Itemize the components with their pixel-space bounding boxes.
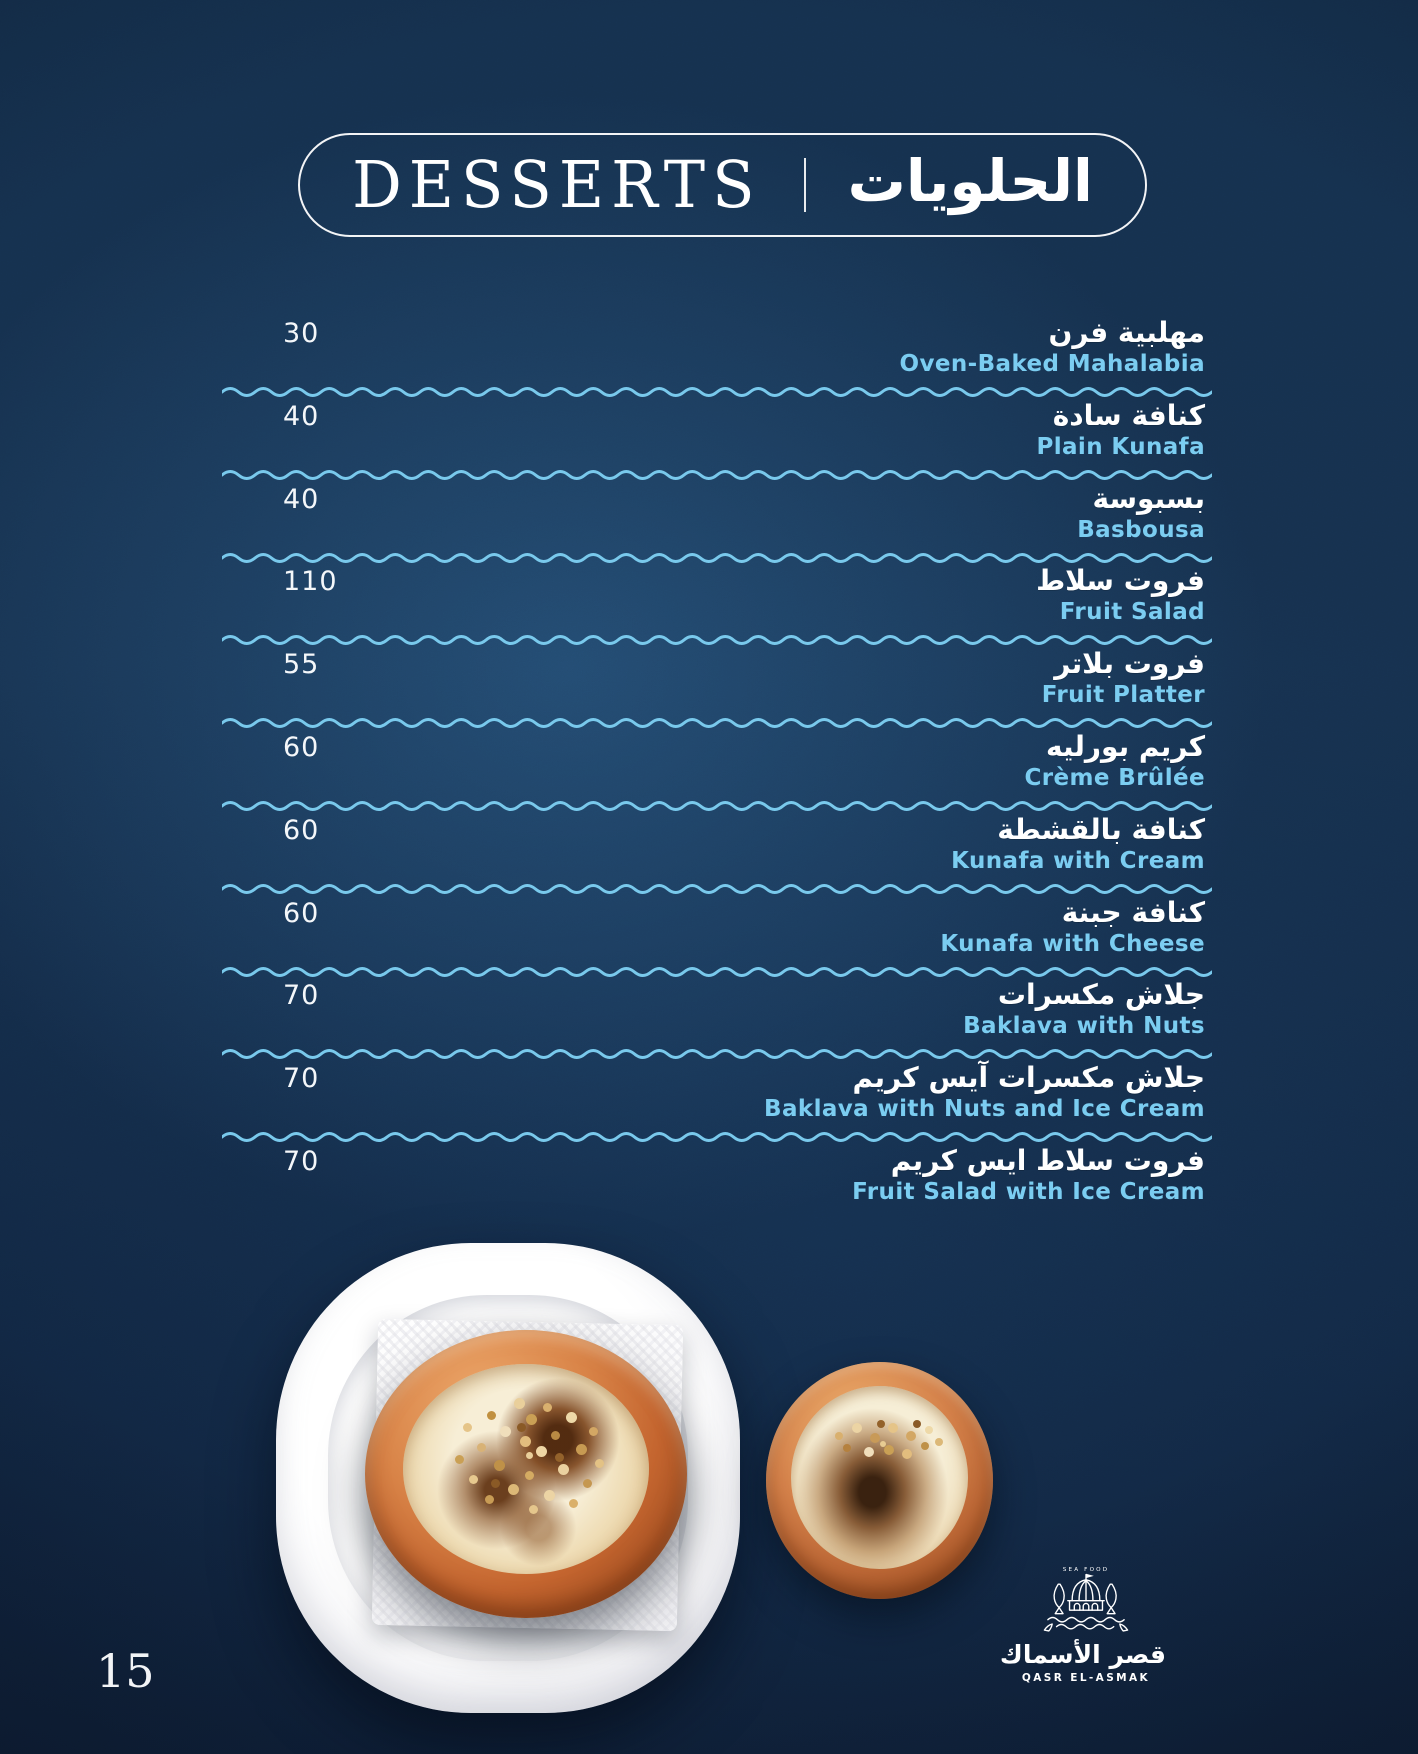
menu-item [0,1063,1418,1145]
wave-divider [222,632,1212,648]
wave-divider [222,1129,1212,1145]
menu-item [0,318,1418,400]
item-name-english: Basbousa [1077,516,1205,543]
brand-name-english: QASR EL-ASMAK [1021,1671,1151,1684]
menu-item [0,1146,1418,1228]
wave-divider [222,1046,1212,1062]
menu-item [0,649,1418,731]
item-name-english: Crème Brûlée [1024,765,1205,791]
nut-crumbs [880,1441,886,1447]
item-name-english: Fruit Platter [1041,682,1205,709]
item-name-arabic: كنافة سادة [1052,398,1205,432]
wave-divider [222,964,1212,980]
item-name-arabic: كريم بورليه [1045,730,1205,763]
section-title-arabic: الحلويات [847,147,1093,215]
item-name-arabic: فروت سلاط [1036,564,1205,598]
item-name-english: Plain Kunafa [1036,433,1205,460]
item-name-english: Kunafa with Cheese [940,930,1205,957]
mahalabia-bowl-small-photo [766,1362,993,1599]
item-name-arabic: جلاش مكسرات آيس كريم [852,1061,1205,1095]
item-name-arabic: بسبوسة [1092,481,1205,515]
item-name-arabic: جلاش مكسرات [997,978,1205,1012]
item-price: 60 [283,814,320,846]
menu-item [0,481,1418,566]
item-name-english: Baklava with Nuts [963,1013,1205,1040]
wave-divider [222,550,1212,566]
item-name-arabic: كنافة بالقشطة [997,812,1205,846]
brand-name-arabic: قصر الأسماك [999,1640,1166,1669]
nut-crumbs [526,1452,533,1459]
menu-item [0,812,1418,897]
item-price: 70 [283,980,320,1012]
item-name-arabic: كنافة جبنة [1061,895,1205,929]
item-price: 40 [283,400,320,432]
item-price: 60 [283,897,320,929]
item-price: 70 [283,1146,320,1177]
item-price: 110 [283,566,338,598]
item-name-english: Fruit Salad with Ice Cream [852,1179,1205,1205]
item-price: 60 [283,732,320,763]
item-name-arabic: مهلبية فرن [1048,316,1205,349]
item-price: 55 [283,649,320,681]
menu-item [0,732,1418,814]
wave-divider [222,384,1212,400]
custard-topping [791,1386,968,1569]
item-price: 30 [283,318,320,349]
restaurant-logo [999,1564,1166,1684]
item-name-english: Baklava with Nuts and Ice Cream [764,1096,1205,1123]
item-name-arabic: فروت بلاتر [1054,647,1205,681]
mahalabia-bowl-large-photo [365,1330,687,1618]
menu-item [0,895,1418,980]
item-price: 40 [283,483,320,515]
section-title-english: DESSERTS [352,146,762,223]
custard-topping [403,1364,649,1574]
wave-divider [222,467,1212,483]
menu-item [0,980,1418,1062]
item-name-english: Kunafa with Cream [951,847,1205,874]
wave-divider [222,798,1212,814]
menu-item [0,398,1418,483]
palace-fish-emblem-icon [1034,1564,1138,1639]
wave-divider [222,881,1212,897]
page-number: 15 [96,1644,155,1698]
emblem-tagline: SEA FOOD [1062,1567,1110,1574]
menu-item [0,566,1418,648]
item-price: 70 [283,1063,320,1095]
item-name-english: Fruit Salad [1059,599,1205,626]
item-name-english: Oven-Baked Mahalabia [899,351,1205,377]
item-name-arabic: فروت سلاط ايس كريم [890,1144,1205,1177]
wave-divider [222,715,1212,731]
